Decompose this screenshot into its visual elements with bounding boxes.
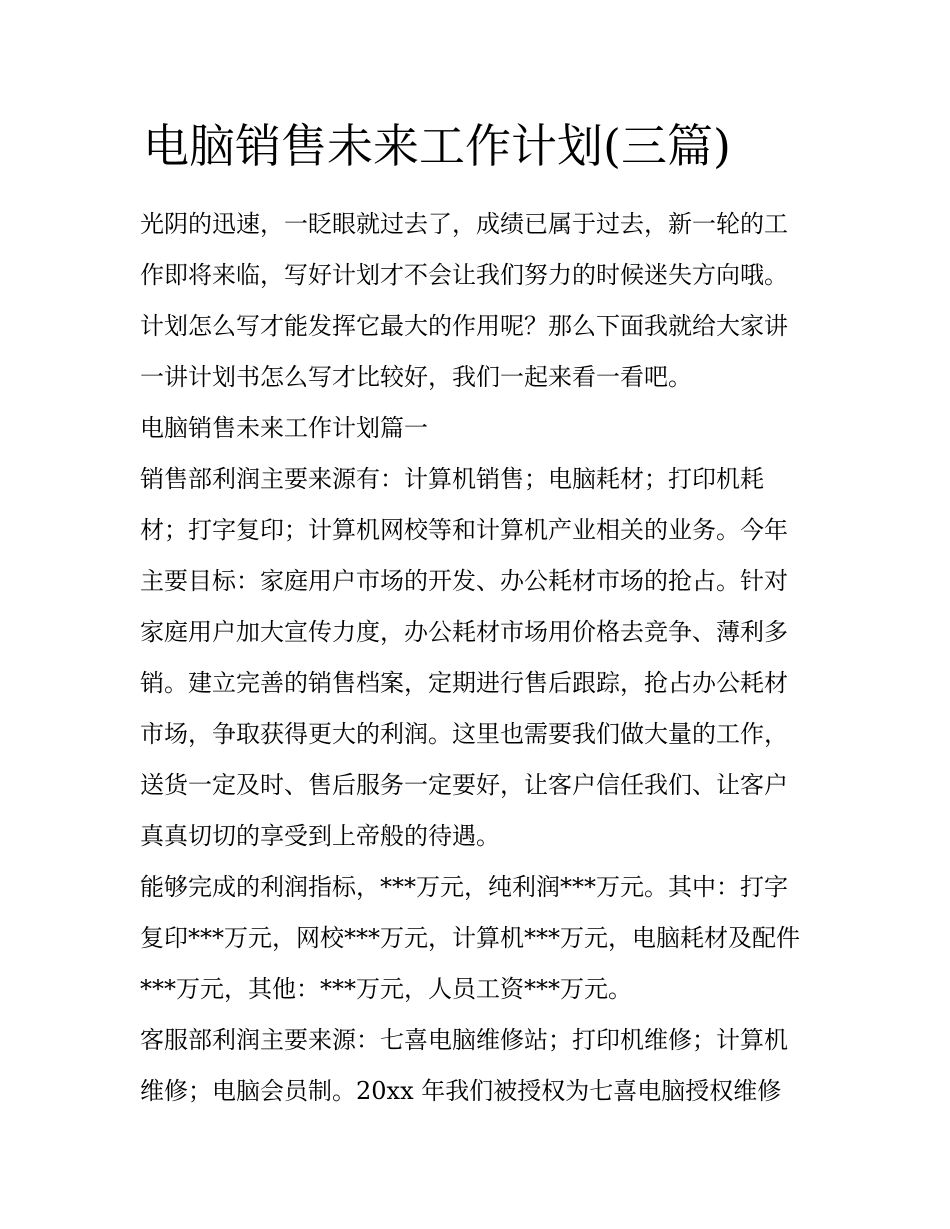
body-line: 客服部利润主要来源：七喜电脑维修站；打印机维修；计算机 bbox=[140, 1026, 788, 1054]
body-line: ***万元，其他：***万元，人员工资***万元。 bbox=[140, 975, 632, 1003]
body-line: 家庭用户加大宣传力度，办公耗材市场用价格去竞争、薄利多 bbox=[140, 618, 788, 646]
body-line: 市场，争取获得更大的利润。这里也需要我们做大量的工作， bbox=[140, 720, 788, 748]
body-line: 作即将来临，写好计划才不会让我们努力的时候迷失方向哦。 bbox=[140, 261, 788, 289]
body-line: 维修；电脑会员制。20xx 年我们被授权为七喜电脑授权维修 bbox=[140, 1077, 782, 1105]
document-title: 电脑销售未来工作计划(三篇) bbox=[143, 119, 731, 173]
body-line: 主要目标：家庭用户市场的开发、办公耗材市场的抢占。针对 bbox=[140, 567, 788, 595]
body-line: 送货一定及时、售后服务一定要好，让客户信任我们、让客户 bbox=[140, 771, 788, 799]
body-line: 真真切切的享受到上帝般的待遇。 bbox=[140, 822, 500, 850]
body-line: 销售部利润主要来源有：计算机销售；电脑耗材；打印机耗 bbox=[140, 465, 764, 493]
body-line: 销。建立完善的销售档案，定期进行售后跟踪，抢占办公耗材 bbox=[140, 669, 788, 697]
section-heading: 电脑销售未来工作计划篇一 bbox=[140, 414, 428, 442]
body-line: 材；打字复印；计算机网校等和计算机产业相关的业务。今年 bbox=[140, 516, 788, 544]
body-line: 计划怎么写才能发挥它最大的作用呢？那么下面我就给大家讲 bbox=[140, 312, 788, 340]
document-body bbox=[140, 199, 812, 1117]
body-line: 光阴的迅速，一眨眼就过去了，成绩已属于过去，新一轮的工 bbox=[140, 210, 788, 238]
body-line: 复印***万元，网校***万元，计算机***万元，电脑耗材及配件 bbox=[140, 924, 800, 952]
body-line: 一讲计划书怎么写才比较好，我们一起来看一看吧。 bbox=[140, 363, 692, 391]
body-line: 能够完成的利润指标，***万元，纯利润***万元。其中：打字 bbox=[140, 873, 788, 901]
